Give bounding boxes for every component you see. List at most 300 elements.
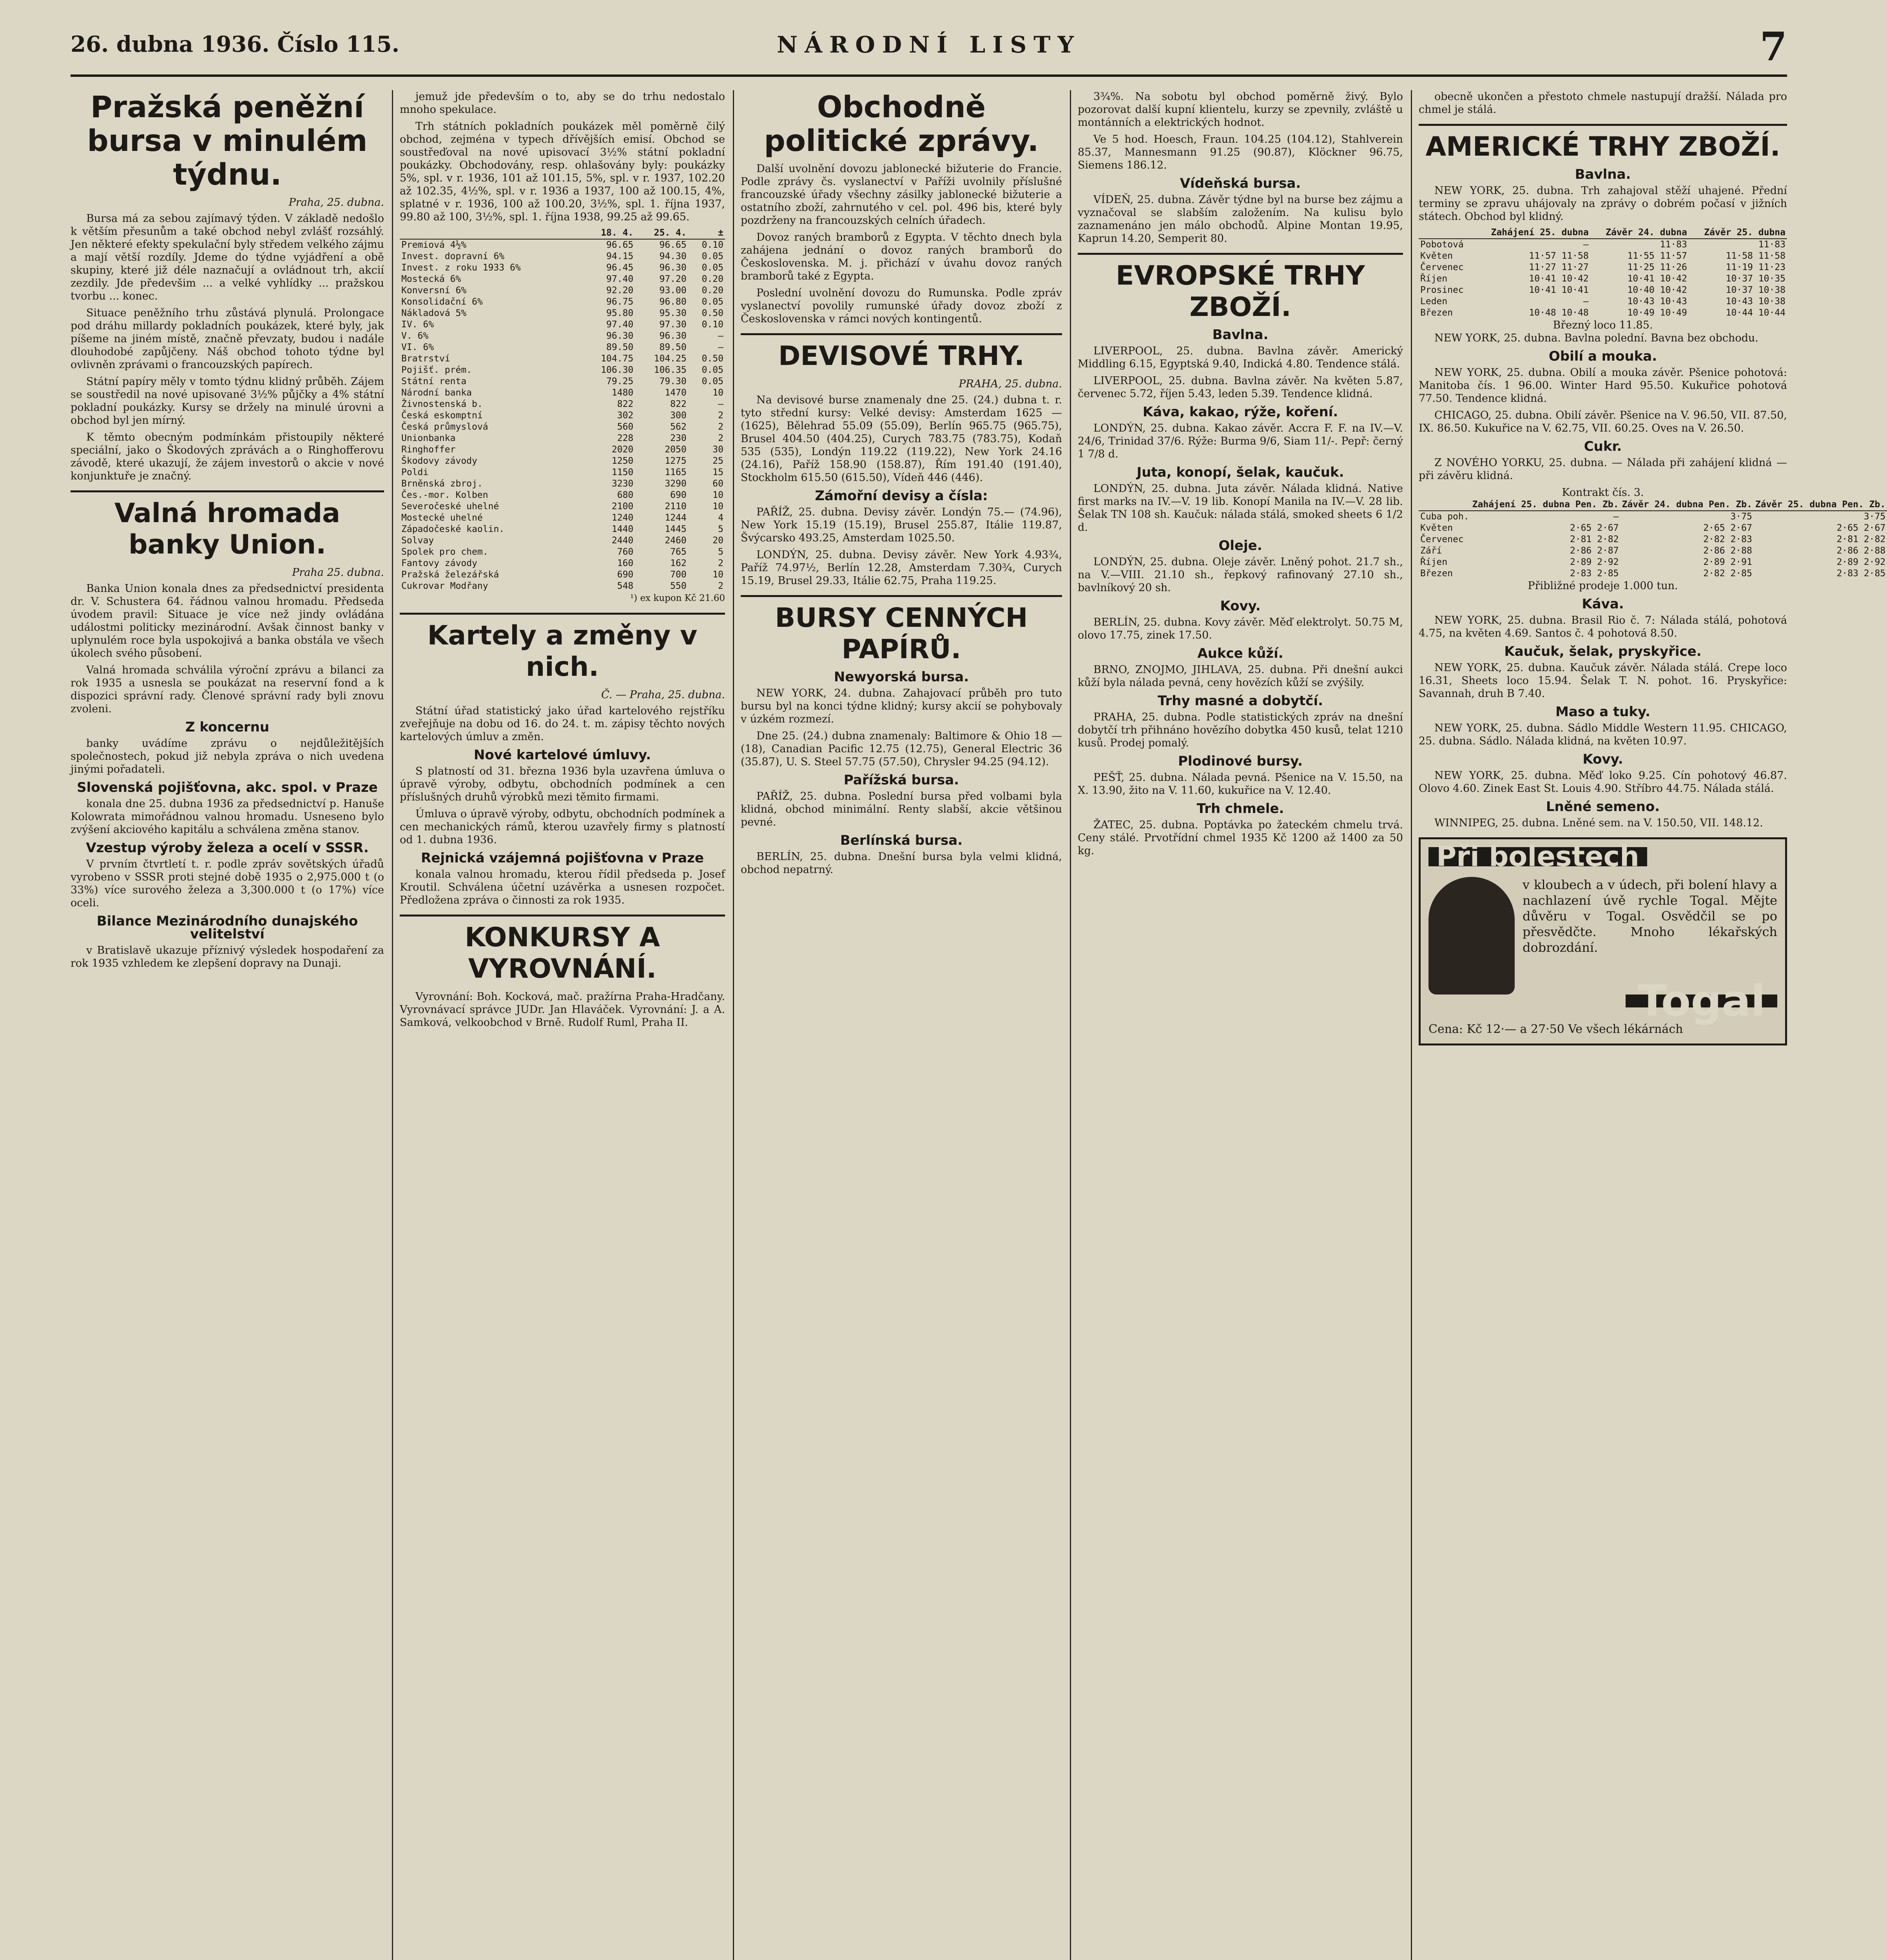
table-cell: 3·75 bbox=[1730, 512, 1752, 522]
table-cell: VI. 6% bbox=[401, 342, 434, 352]
table-cell: 15 bbox=[712, 467, 723, 477]
table-cell: Národní banka bbox=[401, 388, 472, 398]
table-cell: Severočeské uhelné bbox=[401, 501, 499, 512]
column-rule bbox=[392, 90, 393, 1960]
column-4 bbox=[1078, 90, 1403, 1960]
subheading-small: Kontrakt čís. 3. bbox=[1562, 486, 1644, 499]
table-cell: 10·43 10·43 bbox=[1627, 296, 1687, 307]
subheading: Kovy. bbox=[1220, 598, 1261, 614]
table-cell: 95.80 bbox=[606, 308, 634, 318]
table-cell: — bbox=[718, 342, 723, 352]
table-cell: — bbox=[718, 399, 723, 409]
table-cell: 97.20 bbox=[659, 274, 687, 284]
table-cell: 0.05 bbox=[702, 263, 723, 273]
table-cell: 680 bbox=[617, 490, 634, 500]
table-cell: Mostecká 6% bbox=[401, 274, 461, 284]
article-paragraph: NEW YORK, 25. dubna. Měď loko 9.25. Cín pohotový 46.87. Olovo 4.60. Zinek East St. Louis 4.90. Stříbro 44.75. Nálada stálá. bbox=[1419, 769, 1787, 795]
article-paragraph: LIVERPOOL, 25. dubna. Bavlna závěr. Americký Middling 6.15, Egyptská 9.40, Indická 4.80. Tendence stálá. bbox=[1078, 345, 1403, 370]
table-cell: 2 bbox=[718, 410, 723, 421]
table-row bbox=[1419, 534, 1887, 545]
article-paragraph: NEW YORK, 25. dubna. Obilí a mouka závěr. Pšenice pohotová: Manitoba čís. 1 96.00. Winter Hard 95.50. Kukuřice pohotová 77.50. Tendence klidná. bbox=[1419, 367, 1787, 405]
ad-headline: Při bolestech bbox=[1428, 847, 1647, 866]
table-cell: 760 bbox=[617, 547, 634, 557]
table-cell: 5 bbox=[718, 524, 723, 534]
article-paragraph: Dne 25. (24.) dubna znamenaly: Baltimore & Ohio 18 — (18), Canadian Pacific 12.75 (12.75), General Electric 36 (35.87), U. S. Steel 57.75 (57.50), Chrysler 94.25 (94.12). bbox=[741, 730, 1062, 768]
subheading: Berlínská bursa. bbox=[840, 833, 963, 848]
table-cell: 300 bbox=[670, 410, 687, 421]
article-paragraph: obecně ukončen a přestoto chmele nastupují dražší. Nálada pro chmel je stálá. bbox=[1419, 91, 1787, 116]
table-cell: 2 bbox=[718, 558, 723, 568]
table-cell: 690 bbox=[670, 490, 687, 500]
article-paragraph: Valná hromada schválila výroční zprávu a bilanci za rok 1935 a usnesla se poukázat na reservní fond a k dispozici správní rady. Členové správní rady byli znovu zvoleni. bbox=[71, 664, 384, 715]
column-3 bbox=[741, 90, 1062, 1960]
table-cell: 11·19 11·23 bbox=[1726, 262, 1785, 272]
table-cell: 228 bbox=[617, 433, 634, 443]
article-paragraph: NEW YORK, 25. dubna. Kaučuk závěr. Nálada stálá. Crepe loco 16.31, Sheets loco 15.94. Šelak T. N. pohot. 16. Pryskyřice: Savannah, druh B 7.40. bbox=[1419, 662, 1787, 700]
column-rule bbox=[1070, 90, 1071, 1960]
table-row bbox=[1419, 250, 1787, 262]
article-paragraph: NEW YORK, 25. dubna. Trh zahajoval stěží uhajené. Přední terminy se zpravu uhájovaly na zprávy o dobrém počasí v jižních státech. Obchod byl klidný. bbox=[1419, 185, 1787, 223]
table-row bbox=[1419, 273, 1787, 285]
table-cell: 0.05 bbox=[702, 376, 723, 387]
table-cell: 2·81 2·82 bbox=[1836, 534, 1886, 544]
article-paragraph: Trh státních pokladních poukázek měl poměrně čilý obchod, zejména v typech dřívějších emisí. Obchod se soustřeďoval na nové upisovací 3½% státní pokladní poukázky. Obchodovány, resp. ohlašovány byly: poukázky 5%, spl. v r. 1936, 101 až 101.15, 5%, spl. v r. 1937, 102.20 až 102.35, 4½%, spl. v r. 1936 a 1937, 100 až 100.15, 4%, splatné v r. 1936, 100 až 100.20, 3½%, spl. 1. října 1937, 99.80 až 100, 3½%, spl. 1. října 1938, 99.25 až 99.65. bbox=[400, 120, 725, 223]
headline-devis: DEVISOVÉ TRHY. bbox=[741, 333, 1062, 372]
table-cell: Premiová 4½% bbox=[401, 240, 467, 250]
table-cell: Leden bbox=[1420, 296, 1448, 307]
table-row bbox=[400, 456, 725, 467]
table-cell: 10 bbox=[712, 501, 723, 512]
table-cell: 10·41 10·42 bbox=[1627, 274, 1687, 284]
table-cell: 96.75 bbox=[606, 297, 634, 307]
table-cell: 93.00 bbox=[659, 285, 687, 296]
table-cell: Česká eskomptní bbox=[401, 410, 483, 421]
column-5 bbox=[1419, 90, 1886, 1960]
article-paragraph: NEW YORK, 25. dubna. Sádlo Middle Western 11.95. CHICAGO, 25. dubna. Sádlo. Nálada klidná, na květen 10.97. bbox=[1419, 722, 1787, 747]
table-cell: Konversní 6% bbox=[401, 285, 467, 296]
table-row bbox=[1419, 568, 1887, 579]
subheading: Bilance Mezinárodního dunajského velitelství bbox=[96, 913, 358, 942]
table-cell: 2·82 2·85 bbox=[1703, 568, 1752, 579]
table-cell: Brněnská zbroj. bbox=[401, 479, 483, 489]
table-header-cell bbox=[1419, 227, 1473, 239]
table-cell: 690 bbox=[617, 570, 634, 580]
dateline: Praha 25. dubna. bbox=[292, 566, 384, 579]
table-cell: 11·83 bbox=[1758, 240, 1785, 250]
table-cell: 1150 bbox=[611, 467, 634, 477]
table-row bbox=[400, 433, 725, 444]
table-cell: 160 bbox=[617, 558, 634, 568]
column-rule bbox=[733, 90, 734, 1960]
table-row bbox=[400, 285, 725, 296]
subheading: Z koncernu bbox=[185, 719, 270, 735]
table-cell: 96.45 bbox=[606, 263, 634, 273]
table-cell: Březen bbox=[1420, 568, 1453, 579]
table-cell: 1275 bbox=[665, 456, 687, 466]
subheading: Nové kartelové úmluvy. bbox=[473, 747, 651, 763]
table-row bbox=[400, 365, 725, 376]
ad-price: Cena: Kč 12·— a 27·50 Ve všech lékárnách bbox=[1428, 1022, 1683, 1036]
table-cell: 2·83 2·85 bbox=[1836, 568, 1886, 579]
table-cell: Konsolidační 6% bbox=[401, 297, 483, 307]
table-cell: 0.05 bbox=[702, 251, 723, 261]
article-paragraph: Ve 5 hod. Hoesch, Fraun. 104.25 (104.12), Stahlverein 85.37, Mannesmann 91.25 (90.87), Klöckner 96.75, Siemens 186.12. bbox=[1078, 133, 1403, 171]
table-cell: 92.20 bbox=[606, 285, 634, 296]
table-cell: Pražská železářská bbox=[401, 570, 499, 580]
article-paragraph: CHICAGO, 25. dubna. Obilí závěr. Pšenice na V. 96.50, VII. 87.50, IX. 86.50. Kukuřice na V. 62.75, VII. 60.25. Oves na V. 26.50. bbox=[1419, 409, 1787, 434]
table-row bbox=[400, 376, 725, 387]
table-cell: 60 bbox=[712, 479, 723, 489]
table-cell: Státní renta bbox=[401, 376, 467, 387]
table-cell: 2 bbox=[718, 581, 723, 591]
table-row bbox=[400, 467, 725, 478]
headline-union: Valná hromada banky Union. bbox=[71, 490, 384, 561]
subheading: Obilí a mouka. bbox=[1548, 348, 1657, 364]
subheading: Kovy. bbox=[1582, 751, 1623, 767]
table-row bbox=[1419, 511, 1887, 523]
table-cell: 96.30 bbox=[606, 331, 634, 341]
article-paragraph: S platností od 31. března 1936 byla uzavřena úmluva o úpravě výroby, odbytu, obchodních podmínek a cen příslušných druhů výrobků mezi těmito firmami. bbox=[400, 765, 725, 803]
table-cell: 1240 bbox=[611, 513, 634, 523]
table-cell: Fantovy závody bbox=[401, 558, 477, 568]
article-paragraph: Další uvolnění dovozu jablonecké bižuterie do Francie. Podle zprávy čs. vyslanectví v Paříži uvolnily příslušné francouzské úřady všechny zásilky jablonecké bižuterie a ostatního zboží, zahrnutého v cel. pol. 496 bis, které byly pozdrženy na francouzských celních úřadech. bbox=[741, 163, 1062, 227]
ad-body-text: v kloubech a v údech, při bolení hlavy a nachlazení úvě rychle Togal. Mějte důvěru v Togal. Osvědčil se po přesvědčte. Mnoho lékařských dobrozdání. bbox=[1523, 877, 1777, 955]
table-cell: 96.30 bbox=[659, 331, 687, 341]
table-cell: 2·89 2·91 bbox=[1703, 557, 1752, 567]
table-cell: 11·25 11·26 bbox=[1627, 262, 1687, 272]
table-cell: 230 bbox=[670, 433, 687, 443]
table-cell: 30 bbox=[712, 445, 723, 455]
article-paragraph: konala dne 25. dubna 1936 za předsednictví p. Hanuše Kolowrata mimořádnou valnou hromadu. Usneseno bylo zvýšení akciového kapitálu a schválena změna stanov. bbox=[71, 798, 384, 836]
table-row bbox=[400, 410, 725, 421]
table-cell: 10·37 10·35 bbox=[1726, 274, 1785, 284]
article-paragraph: BRNO, ZNOJMO, JIHLAVA, 25. dubna. Při dnešní aukci kůží byla nálada pevná, ceny hovězích kůží se zvýšily. bbox=[1078, 664, 1403, 689]
subheading: Maso a tuky. bbox=[1555, 704, 1651, 720]
article-paragraph: PAŘÍŽ, 25. dubna. Poslední bursa před volbami byla klidná, obchod minimální. Renty slabší, akcie většinou pevné. bbox=[741, 790, 1062, 828]
table-cell: 0.20 bbox=[702, 274, 723, 284]
table-cell: 11·55 11·57 bbox=[1627, 251, 1687, 261]
table-cell: 0.20 bbox=[702, 285, 723, 296]
table-cell: 95.30 bbox=[659, 308, 687, 318]
dateline: Č. — Praha, 25. dubna. bbox=[601, 689, 725, 701]
article-paragraph: PEŠŤ, 25. dubna. Nálada pevná. Pšenice na V. 15.50, na X. 13.90, žito na V. 11.60, kukuřice na V. 12.40. bbox=[1078, 771, 1403, 797]
table-cell: Pobotová bbox=[1420, 240, 1464, 250]
article-paragraph: PAŘÍŽ, 25. dubna. Devisy závěr. Londýn 75.— (74.96), New York 15.19 (15.19), Brusel 255.87, Itálie 119.87, Švýcarsko 493.25, Amsterdam 1025.50. bbox=[741, 506, 1062, 544]
table-footnote: Březný loco 11.85. bbox=[1553, 319, 1653, 331]
table-header-cell: Závěr 25. dubna bbox=[1689, 227, 1787, 239]
table-cell: Bratrství bbox=[401, 354, 450, 364]
table-cell: Květen bbox=[1420, 523, 1453, 533]
column-rule bbox=[1411, 90, 1412, 1960]
article-paragraph: banky uvádíme zprávu o nejdůležitějších společnostech, pokud již nebyla zpráva o nich uvedena jinými pořadateli. bbox=[71, 737, 384, 775]
table-cell: 822 bbox=[670, 399, 687, 409]
subheading: Káva, kakao, rýže, koření. bbox=[1142, 404, 1338, 420]
table-cell: 765 bbox=[670, 547, 687, 557]
table-cell: 4 bbox=[718, 513, 723, 523]
subheading: Trh chmele. bbox=[1196, 801, 1284, 817]
article-paragraph: Dovoz raných bramborů z Egypta. V těchto dnech byla zahájena jednání o dovoz raných bramborů do Československa. M. j. přichází v úvahu dovoz raných bramborů také z Egypta. bbox=[741, 231, 1062, 282]
table-cell: Říjen bbox=[1420, 274, 1448, 284]
table-cell: 2·83 2·85 bbox=[1570, 568, 1619, 579]
subheading: Newyorská bursa. bbox=[834, 669, 969, 685]
table-cell: 3230 bbox=[611, 479, 634, 489]
table-cell: 1440 bbox=[611, 524, 634, 534]
table-cell: 1470 bbox=[665, 388, 687, 398]
table-row bbox=[400, 399, 725, 410]
article-paragraph: Vyrovnání: Boh. Kocková, mač. pražírna Praha-Hradčany. Vyrovnávací správce JUDr. Jan Hlaváček. Vyrovnání: J. a A. Samková, velkoobchod v Brně. Rudolf Ruml, Praha II. bbox=[400, 991, 725, 1029]
headline-evropske: EVROPSKÉ TRHY ZBOŽÍ. bbox=[1078, 253, 1403, 323]
table-cell: 162 bbox=[670, 558, 687, 568]
table-cell: Spolek pro chem. bbox=[401, 547, 488, 557]
table-cell: Cukrovar Modřany bbox=[401, 581, 488, 591]
table-cell: 560 bbox=[617, 422, 634, 432]
table-cell: Čes.-mor. Kolben bbox=[401, 490, 488, 500]
ad-figure-illustration bbox=[1428, 877, 1515, 995]
table-cell: 97.40 bbox=[606, 319, 634, 330]
article-paragraph: Na devisové burse znamenaly dne 25. (24.) dubna t. r. tyto střední kursy: Velké devisy: Amsterdam 1625 — (1625), Bělehrad 55.09 (55.09), Berlín 965.75 (965.75), Brusel 404.50 (404.25), Curych 783.75 (783.75), Kodaň 535 (535), Londýn 119.22 (119.22), New York 24.16 (24.16), Paříž 158.90 (158.87), Řím 191.40 (191.40), Stockholm 615.50 (615.50), Vídeň 446 (446). bbox=[741, 394, 1062, 484]
table-row bbox=[1419, 557, 1887, 568]
cotton-table bbox=[1419, 227, 1787, 319]
table-row bbox=[1419, 545, 1887, 557]
togal-logo: Togal bbox=[1626, 995, 1777, 1007]
table-cell: 96.30 bbox=[659, 263, 687, 273]
article-paragraph: konala valnou hromadu, kterou řídil předseda p. Josef Kroutil. Schválena účetní uzávěrka a usnesen rozpočet. Předložena zpráva o činnosti za rok 1935. bbox=[400, 868, 725, 906]
table-row bbox=[400, 444, 725, 456]
table-cell: 79.25 bbox=[606, 376, 634, 387]
table-cell: Pojišť. prém. bbox=[401, 365, 472, 375]
subheading: Plodinové bursy. bbox=[1178, 753, 1303, 769]
table-cell: 2·86 2·87 bbox=[1570, 546, 1619, 556]
table-cell: 2·82 2·83 bbox=[1703, 534, 1752, 544]
article-paragraph: Státní papíry měly v tomto týdnu klidný průběh. Zájem se soustředil na nové upisované 3½% půjčky a 4% státní pokladní poukázky. Kursy se držely na minulé úrovni a obchod byl jen mírný. bbox=[71, 376, 384, 426]
table-cell: 79.30 bbox=[659, 376, 687, 387]
table-row bbox=[1419, 239, 1787, 250]
table-cell: 1445 bbox=[665, 524, 687, 534]
table-row bbox=[400, 546, 725, 558]
headline-bursa: Pražská peněžní bursa v minulém týdnu. bbox=[87, 89, 368, 192]
table-cell: Invest. dopravní 6% bbox=[401, 251, 505, 261]
article-paragraph: K těmto obecným podmínkám přistoupily některé speciální, jako o Škodových zprávách a o Ringhofferovu závodě, které ukazují, že zájem investorů o akcie v nové konjunktuře je značný. bbox=[71, 431, 384, 482]
table-cell: 89.50 bbox=[606, 342, 634, 352]
article-paragraph: ŽATEC, 25. dubna. Poptávka po žateckém chmelu trvá. Ceny stálé. Prvotřídní chmel 1935 Kč 1200 až 1400 za 50 kg. bbox=[1078, 819, 1403, 857]
article-paragraph: v Bratislavě ukazuje příznivý výsledek hospodaření za rok 1935 vzhledem ke zlepšení dopravy na Dunaji. bbox=[71, 944, 384, 969]
table-cell: 11·57 11·58 bbox=[1529, 251, 1589, 261]
table-cell: 10·40 10·42 bbox=[1627, 285, 1687, 295]
headline-kartely: Kartely a změny v nich. bbox=[400, 613, 725, 683]
table-cell: 96.80 bbox=[659, 297, 687, 307]
table-cell: Mostecké uhelné bbox=[401, 513, 483, 523]
table-row bbox=[1419, 523, 1887, 534]
table-row bbox=[400, 512, 725, 524]
table-header-cell: Zahájení 25. dubna bbox=[1473, 227, 1590, 239]
article-paragraph: PRAHA, 25. dubna. Podle statistických zpráv na dnešní dobytčí trh přihnáno hovězího dobytka 450 kusů, telat 1210 kusů. Prodej pomalý. bbox=[1078, 711, 1403, 749]
table-cell: Červenec bbox=[1420, 534, 1464, 544]
table-cell: — bbox=[718, 331, 723, 341]
subheading: Lněné semeno. bbox=[1546, 799, 1660, 815]
table-cell: Poldi bbox=[401, 467, 429, 477]
table-row bbox=[400, 296, 725, 308]
table-cell: Ringhoffer bbox=[401, 445, 456, 455]
table-cell: 0.10 bbox=[702, 240, 723, 250]
table-row bbox=[1419, 296, 1787, 307]
table-cell: Invest. z roku 1933 6% bbox=[401, 263, 521, 273]
article-paragraph: Bursa má za sebou zajímavý týden. V základě nedošlo k větším přesunům a také obchod nebyl zvlášť rozsáhlý. Jen některé efekty spekulační byly středem velkého zájmu a mají větší rozdíly. Jdeme do týdne vyjádření a obě skupiny, které již déle naznačují a ovládnout trh, akcií zezdily. Jde předevšim ... a velké vyhlídky ... pražskou tvorbu ... konec. bbox=[71, 212, 384, 302]
table-row bbox=[400, 501, 725, 512]
article-paragraph: LONDÝN, 25. dubna. Kakao závěr. Accra F. F. na IV.—V. 24/6, Trinidad 37/6. Rýže: Burma 9/6, Siam 11/-. Pepř: černý 1 7/8 d. bbox=[1078, 422, 1403, 460]
table-cell: 3290 bbox=[665, 479, 687, 489]
table-cell: Česká průmyslová bbox=[401, 422, 488, 432]
subheading: Oleje. bbox=[1218, 538, 1262, 554]
table-cell: 10 bbox=[712, 490, 723, 500]
table-cell: Červenec bbox=[1420, 262, 1464, 272]
table-cell: 94.15 bbox=[606, 251, 634, 261]
table-cell: 10 bbox=[712, 388, 723, 398]
table-footnote: Přibližné prodeje 1.000 tun. bbox=[1528, 580, 1678, 592]
table-cell: 550 bbox=[670, 581, 687, 591]
table-cell: 2020 bbox=[611, 445, 634, 455]
table-row bbox=[1419, 307, 1787, 319]
table-row bbox=[400, 524, 725, 535]
table-cell: Unionbanka bbox=[401, 433, 456, 443]
table-cell: Solvay bbox=[401, 535, 434, 546]
subheading: Bavlna. bbox=[1575, 167, 1631, 182]
stock-table bbox=[400, 227, 725, 592]
subheading: Juta, konopí, šelak, kaučuk. bbox=[1137, 465, 1344, 480]
table-cell: 1244 bbox=[665, 513, 687, 523]
table-cell: 302 bbox=[617, 410, 634, 421]
table-cell: 96.65 bbox=[659, 240, 687, 250]
table-cell: 1165 bbox=[665, 467, 687, 477]
table-footnote: ¹) ex kupon Kč 21.60 bbox=[630, 593, 725, 603]
table-row bbox=[1419, 262, 1787, 273]
table-cell: Květen bbox=[1420, 251, 1453, 261]
article-paragraph: VÍDEŇ, 25. dubna. Závěr týdne byl na burse bez zájmu a vyznačoval se slabším založením. Na kulisu bylo zaznamenáno jen málo obchodů. Alpine Montan 19.95, Kaprun 14.20, Semperit 80. bbox=[1078, 194, 1403, 245]
article-paragraph: NEW YORK, 24. dubna. Zahajovací průběh pro tuto bursu byl na konci týdne klidný; kursy akcií se pohybovaly v úzkém rozmezí. bbox=[741, 687, 1062, 725]
article-paragraph: Situace peněžního trhu zůstává plynulá. Prolongace pod dráhu millardy pokladních poukázek, které byly, jak píšeme na jiném místě, značně převzaty, budou i nadále dlouhodobé zapůjčeny. Náš obchod tohoto týdne byl ovlivněn zprávami o francouzských papírech. bbox=[71, 307, 384, 371]
table-cell: Březen bbox=[1420, 308, 1453, 318]
page-header bbox=[71, 24, 1787, 77]
table-row bbox=[400, 262, 725, 274]
table-header-cell: Závěr 25. dubna Pen. Zb. bbox=[1754, 499, 1887, 511]
table-cell: — bbox=[1583, 240, 1589, 250]
article-paragraph: LONDÝN, 25. dubna. Juta závěr. Nálada klidná. Native first marks na IV.—V. 19 lib. Konopí Manila na IV.—V. 28 lib. Šelak TN 108 sh. Kaučuk: nálada stálá, smoked sheets 6 1/2 d. bbox=[1078, 483, 1403, 534]
table-cell: 10·43 10·38 bbox=[1726, 296, 1785, 307]
table-cell: Západočeské kaolin. bbox=[401, 524, 505, 534]
article-paragraph: Z NOVÉHO YORKU, 25. dubna. — Nálada při zahájení klidná — při závěru klidná. bbox=[1419, 457, 1787, 482]
article-paragraph: NEW YORK, 25. dubna. Brasil Rio č. 7: Nálada stálá, pohotová 4.75, na květen 4.69. Santos č. 4 pohotová 8.50. bbox=[1419, 614, 1787, 639]
table-cell: 0.50 bbox=[702, 308, 723, 318]
table-header-cell: Závěr 24. dubna bbox=[1590, 227, 1689, 239]
table-cell: 3·75 bbox=[1863, 512, 1886, 522]
table-cell: Září bbox=[1420, 546, 1442, 556]
subheading: Pařížská bursa. bbox=[843, 772, 959, 788]
table-cell: 106.30 bbox=[601, 365, 634, 375]
table-cell: 0.10 bbox=[702, 319, 723, 330]
article-paragraph: BERLÍN, 25. dubna. Dnešní bursa byla velmi klidná, obchod nepatrný. bbox=[741, 851, 1062, 876]
table-row bbox=[400, 421, 725, 433]
article-paragraph: BERLÍN, 25. dubna. Kovy závěr. Měď elektrolyt. 50.75 M, olovo 17.75, zinek 17.50. bbox=[1078, 616, 1403, 641]
table-row bbox=[400, 478, 725, 490]
subheading: Vzestup výroby železa a ocelí v SSSR. bbox=[86, 840, 369, 856]
table-cell: 11·27 11·27 bbox=[1529, 262, 1589, 272]
table-cell: 104.25 bbox=[654, 354, 687, 364]
subheading: Vídeňská bursa. bbox=[1180, 176, 1301, 191]
article-paragraph: 3¾%. Na sobotu byl obchod poměrně živý. Bylo pozorovat další kupní klientelu, kurzy se zpevnily, zvláště u montánních a elektrických hodnot. bbox=[1078, 91, 1403, 129]
table-header-cell: Závěr 24. dubna Pen. Zb. bbox=[1621, 499, 1754, 511]
headline-americke: AMERICKÉ TRHY ZBOŽÍ. bbox=[1419, 124, 1787, 163]
article-paragraph: jemuž jde především o to, aby se do trhu nedostalo mnoho spekulace. bbox=[400, 91, 725, 116]
table-cell: 96.65 bbox=[606, 240, 634, 250]
table-cell: 5 bbox=[718, 547, 723, 557]
table-cell: 1250 bbox=[611, 456, 634, 466]
article-paragraph: NEW YORK, 25. dubna. Bavlna polední. Bavna bez obchodu. bbox=[1434, 332, 1758, 344]
article-paragraph: V prvním čtvrtletí t. r. podle zpráv sovětských úřadů vyrobeno v SSSR proti stejné době 1935 o 2,975.000 t (o 33%) více surového železa a 3,300.000 t (o 17%) více oceli. bbox=[71, 858, 384, 909]
dateline: Praha, 25. dubna. bbox=[288, 196, 384, 209]
table-row bbox=[400, 308, 725, 319]
table-cell: 89.50 bbox=[659, 342, 687, 352]
table-cell: 2 bbox=[718, 433, 723, 443]
table-cell: 11·83 bbox=[1660, 240, 1687, 250]
sugar-table bbox=[1419, 499, 1887, 579]
headline-bursy: BURSY CENNÝCH PAPÍRŮ. bbox=[741, 595, 1062, 665]
table-cell: 2·65 2·67 bbox=[1570, 523, 1619, 533]
table-cell: 2 bbox=[718, 422, 723, 432]
column-2 bbox=[400, 90, 725, 1960]
subheading: Cukr. bbox=[1584, 439, 1622, 454]
table-header-cell: Zahájení 25. dubna Pen. Zb. bbox=[1471, 499, 1621, 511]
table-cell: 700 bbox=[670, 570, 687, 580]
article-paragraph: LIVERPOOL, 25. dubna. Bavlna závěr. Na květen 5.87, červenec 5.72, říjen 5.43, leden 5.39. Tendence klidná. bbox=[1078, 375, 1403, 400]
table-row bbox=[400, 535, 725, 546]
column-1 bbox=[71, 90, 384, 1960]
dateline: PRAHA, 25. dubna. bbox=[959, 378, 1062, 390]
table-header-cell: 25. 4. bbox=[635, 227, 688, 239]
table-cell: 11·58 11·58 bbox=[1726, 251, 1785, 261]
table-cell: 10·41 10·41 bbox=[1529, 285, 1589, 295]
table-row bbox=[1419, 285, 1787, 296]
table-cell: 2·86 2·88 bbox=[1703, 546, 1752, 556]
table-row bbox=[400, 330, 725, 342]
table-cell: 10 bbox=[712, 570, 723, 580]
table-cell: 94.30 bbox=[659, 251, 687, 261]
table-cell: 0.05 bbox=[702, 365, 723, 375]
subheading: Kaučuk, šelak, pryskyřice. bbox=[1504, 644, 1702, 659]
table-cell: 25 bbox=[712, 456, 723, 466]
table-row bbox=[400, 353, 725, 365]
masthead: NÁRODNÍ LISTY bbox=[777, 31, 1081, 58]
article-paragraph: Banka Union konala dnes za předsednictví presidenta dr. V. Schustera 64. řádnou valnou hromadu. Předseda úvodem pravil: Situace je více než jindy ovládána událostmi politicky mezinárodní. Avšak činnost banky v uplynulém roce byla uspokojivá a banka obstála ve všech úkolech svého působení. bbox=[71, 583, 384, 659]
article-paragraph: Státní úřad statistický jako úřad kartelového rejstříku zveřejňuje na dobu od 16. do 24. t. m. zápisy těchto nových kartelových úmluv a změn. bbox=[400, 705, 725, 743]
table-cell: 106.35 bbox=[654, 365, 687, 375]
issue-date: 26. dubna 1936. Číslo 115. bbox=[71, 31, 400, 57]
subheading: Zámořní devisy a čísla: bbox=[815, 488, 988, 504]
table-cell: 10·41 10·42 bbox=[1529, 274, 1589, 284]
table-row bbox=[400, 387, 725, 399]
subheading: Bavlna. bbox=[1212, 327, 1269, 343]
table-cell: V. 6% bbox=[401, 331, 429, 341]
table-row bbox=[400, 239, 725, 251]
headline-obchodne: Obchodně politické zprávy. bbox=[764, 89, 1039, 158]
subheading: Slovenská pojišťovna, akc. spol. v Praze bbox=[77, 780, 378, 795]
table-cell: 10·48 10·48 bbox=[1529, 308, 1589, 318]
page-number: 7 bbox=[1760, 24, 1787, 70]
subheading: Trhy masné a dobytčí. bbox=[1157, 693, 1323, 709]
table-cell: 2100 bbox=[611, 501, 634, 512]
headline-konkursy: KONKURSY A VYROVNÁNÍ. bbox=[400, 915, 725, 985]
table-cell: 0.05 bbox=[702, 297, 723, 307]
table-cell: Říjen bbox=[1420, 557, 1448, 567]
table-header-cell bbox=[1419, 499, 1471, 511]
